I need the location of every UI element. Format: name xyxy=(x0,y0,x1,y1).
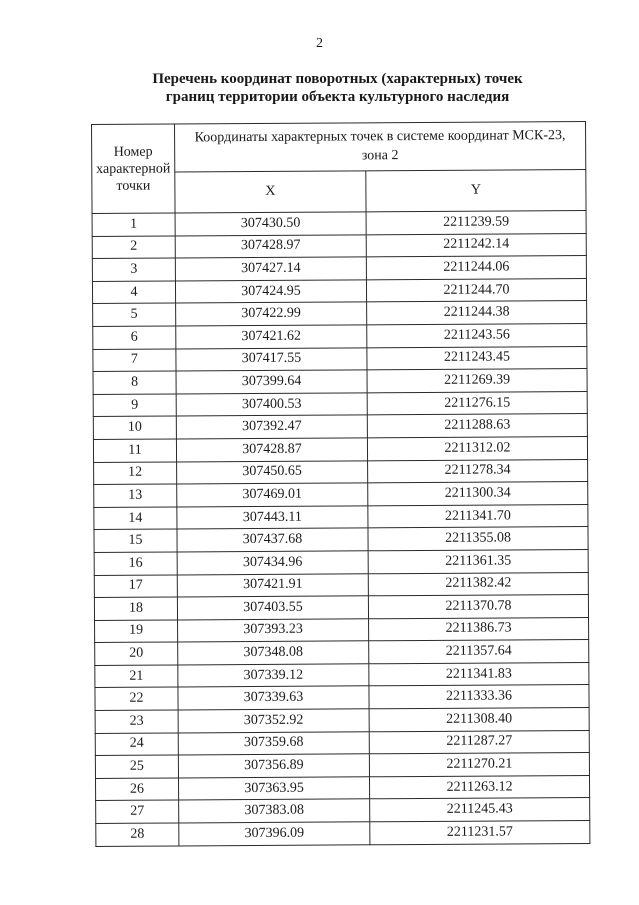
table-row xyxy=(93,369,587,395)
x-coordinate-cell: 307383.08 xyxy=(179,799,370,823)
table-row xyxy=(93,346,587,372)
x-coordinate-cell: 307352.92 xyxy=(178,709,369,733)
point-number-cell: 25 xyxy=(95,755,178,778)
point-number-cell: 8 xyxy=(93,371,176,394)
point-number-cell: 24 xyxy=(95,733,178,756)
x-coordinate-cell: 307427.14 xyxy=(175,257,366,281)
y-coordinate-cell: 2211278.34 xyxy=(368,459,588,483)
table-row xyxy=(95,640,589,666)
y-coordinate-cell: 2211355.08 xyxy=(368,527,588,551)
table-row xyxy=(94,595,588,621)
table-row xyxy=(93,414,587,440)
point-number-cell: 23 xyxy=(95,710,178,733)
x-coordinate-cell: 307422.99 xyxy=(176,302,367,326)
y-coordinate-cell: 2211386.73 xyxy=(369,617,589,641)
table-row xyxy=(95,685,589,711)
x-coordinate-cell: 307469.01 xyxy=(177,483,368,507)
x-coordinate-cell: 307348.08 xyxy=(178,641,369,665)
y-coordinate-cell: 2211288.63 xyxy=(367,414,587,438)
y-coordinate-cell: 2211245.43 xyxy=(370,798,590,822)
page-number: 2 xyxy=(316,36,323,51)
point-number-cell: 15 xyxy=(94,529,177,552)
point-number-cell: 13 xyxy=(94,484,177,507)
point-number-cell: 28 xyxy=(96,823,179,846)
table-row xyxy=(93,391,587,417)
point-number-cell: 21 xyxy=(95,665,178,688)
point-number-cell: 4 xyxy=(92,281,175,304)
y-coordinate-cell: 2211287.27 xyxy=(369,730,589,754)
table-row xyxy=(94,572,588,598)
point-number-cell: 3 xyxy=(92,258,175,281)
document-title xyxy=(0,70,639,106)
x-coordinate-cell: 307359.68 xyxy=(178,731,369,755)
table-row xyxy=(96,820,590,846)
y-coordinate-cell: 2211312.02 xyxy=(367,436,587,460)
x-coordinate-cell: 307428.97 xyxy=(175,234,366,258)
table-row xyxy=(95,617,589,643)
y-coordinate-cell: 2211242.14 xyxy=(366,233,586,257)
point-number-cell: 9 xyxy=(93,394,176,417)
table-row xyxy=(92,256,586,282)
y-coordinate-cell: 2211243.45 xyxy=(367,346,587,370)
x-coordinate-cell: 307392.47 xyxy=(176,415,367,439)
table-row xyxy=(96,798,590,824)
x-coordinate-cell: 307393.23 xyxy=(177,619,368,643)
point-number-cell: 5 xyxy=(93,303,176,326)
x-coordinate-cell: 307421.91 xyxy=(177,573,368,597)
x-coordinate-cell: 307403.55 xyxy=(177,596,368,620)
x-coordinate-cell: 307450.65 xyxy=(177,460,368,484)
point-number-header xyxy=(92,124,175,214)
y-coordinate-cell: 2211341.70 xyxy=(368,504,588,528)
y-coordinate-cell: 2211243.56 xyxy=(367,323,587,347)
table-row xyxy=(92,210,586,236)
point-number-cell: 16 xyxy=(94,552,177,575)
y-coordinate-cell: 2211357.64 xyxy=(369,640,589,664)
table-row xyxy=(94,527,588,553)
x-column-header: X xyxy=(175,170,366,213)
y-coordinate-cell: 2211244.06 xyxy=(366,256,586,280)
table-row xyxy=(95,662,589,688)
point-number-cell: 1 xyxy=(92,213,175,236)
x-coordinate-cell: 307437.68 xyxy=(177,528,368,552)
point-number-cell: 20 xyxy=(95,642,178,665)
y-coordinate-cell: 2211231.57 xyxy=(370,820,590,844)
point-number-cell: 6 xyxy=(93,326,176,349)
point-number-header-line-1: Номер xyxy=(113,144,153,160)
point-number-cell: 18 xyxy=(94,597,177,620)
y-coordinate-cell: 2211341.83 xyxy=(369,662,589,686)
y-coordinate-cell: 2211300.34 xyxy=(368,482,588,506)
coordinate-system-header-line-2: зона 2 xyxy=(361,148,399,164)
y-coordinate-cell: 2211239.59 xyxy=(366,210,586,234)
x-coordinate-cell: 307396.09 xyxy=(179,822,370,846)
point-number-cell: 27 xyxy=(96,800,179,823)
x-coordinate-cell: 307417.55 xyxy=(176,347,367,371)
coordinate-system-header xyxy=(174,121,585,171)
point-number-cell: 22 xyxy=(95,687,178,710)
x-coordinate-cell: 307421.62 xyxy=(176,325,367,349)
point-number-cell: 10 xyxy=(93,416,176,439)
y-coordinate-cell: 2211308.40 xyxy=(369,708,589,732)
point-number-cell: 2 xyxy=(92,236,175,259)
table-row xyxy=(95,775,589,801)
table-row xyxy=(94,549,588,575)
point-number-cell: 7 xyxy=(93,349,176,372)
title-line-2: границ территории объекта культурного наследия xyxy=(165,89,510,105)
point-number-cell: 14 xyxy=(94,507,177,530)
y-coordinate-cell: 2211382.42 xyxy=(368,572,588,596)
x-coordinate-cell: 307424.95 xyxy=(175,280,366,304)
table-row xyxy=(93,436,587,462)
y-coordinate-cell: 2211370.78 xyxy=(368,595,588,619)
x-coordinate-cell: 307434.96 xyxy=(177,551,368,575)
x-coordinate-cell: 307339.63 xyxy=(178,686,369,710)
table-row xyxy=(95,708,589,734)
table-row xyxy=(93,323,587,349)
table-row xyxy=(95,753,589,779)
table-row xyxy=(92,278,586,304)
coordinate-system-header-line-1: Координаты характерных точек в системе координат МСК-23, xyxy=(194,128,566,146)
y-coordinate-cell: 2211244.70 xyxy=(366,278,586,302)
table-row xyxy=(93,301,587,327)
y-coordinate-cell: 2211361.35 xyxy=(368,549,588,573)
y-coordinate-cell: 2211269.39 xyxy=(367,369,587,393)
table-row xyxy=(94,504,588,530)
x-coordinate-cell: 307399.64 xyxy=(176,370,367,394)
x-coordinate-cell: 307428.87 xyxy=(176,438,367,462)
y-coordinate-cell: 2211244.38 xyxy=(367,301,587,325)
y-coordinate-cell: 2211333.36 xyxy=(369,685,589,709)
point-number-cell: 17 xyxy=(94,574,177,597)
table-row xyxy=(92,233,586,259)
coordinates-table xyxy=(91,121,590,847)
x-coordinate-cell: 307339.12 xyxy=(178,664,369,688)
x-coordinate-cell: 307356.89 xyxy=(178,754,369,778)
x-coordinate-cell: 307443.11 xyxy=(177,506,368,530)
y-column-header: Y xyxy=(366,169,586,212)
point-number-header-line-3: точки xyxy=(116,178,151,194)
point-number-header-line-2: характерной xyxy=(96,161,171,177)
y-coordinate-cell: 2211270.21 xyxy=(369,753,589,777)
point-number-cell: 19 xyxy=(95,620,178,643)
y-coordinate-cell: 2211263.12 xyxy=(370,775,590,799)
table-row xyxy=(95,730,589,756)
title-line-1: Перечень координат поворотных (характерных) точек xyxy=(152,71,523,87)
x-coordinate-cell: 307400.53 xyxy=(176,393,367,417)
point-number-cell: 11 xyxy=(93,439,176,462)
x-coordinate-cell: 307363.95 xyxy=(178,777,369,801)
table-row xyxy=(94,482,588,508)
table-row xyxy=(94,459,588,485)
point-number-cell: 12 xyxy=(94,462,177,485)
point-number-cell: 26 xyxy=(95,778,178,801)
coordinates-table-body xyxy=(92,210,590,846)
x-coordinate-cell: 307430.50 xyxy=(175,212,366,236)
y-coordinate-cell: 2211276.15 xyxy=(367,391,587,415)
